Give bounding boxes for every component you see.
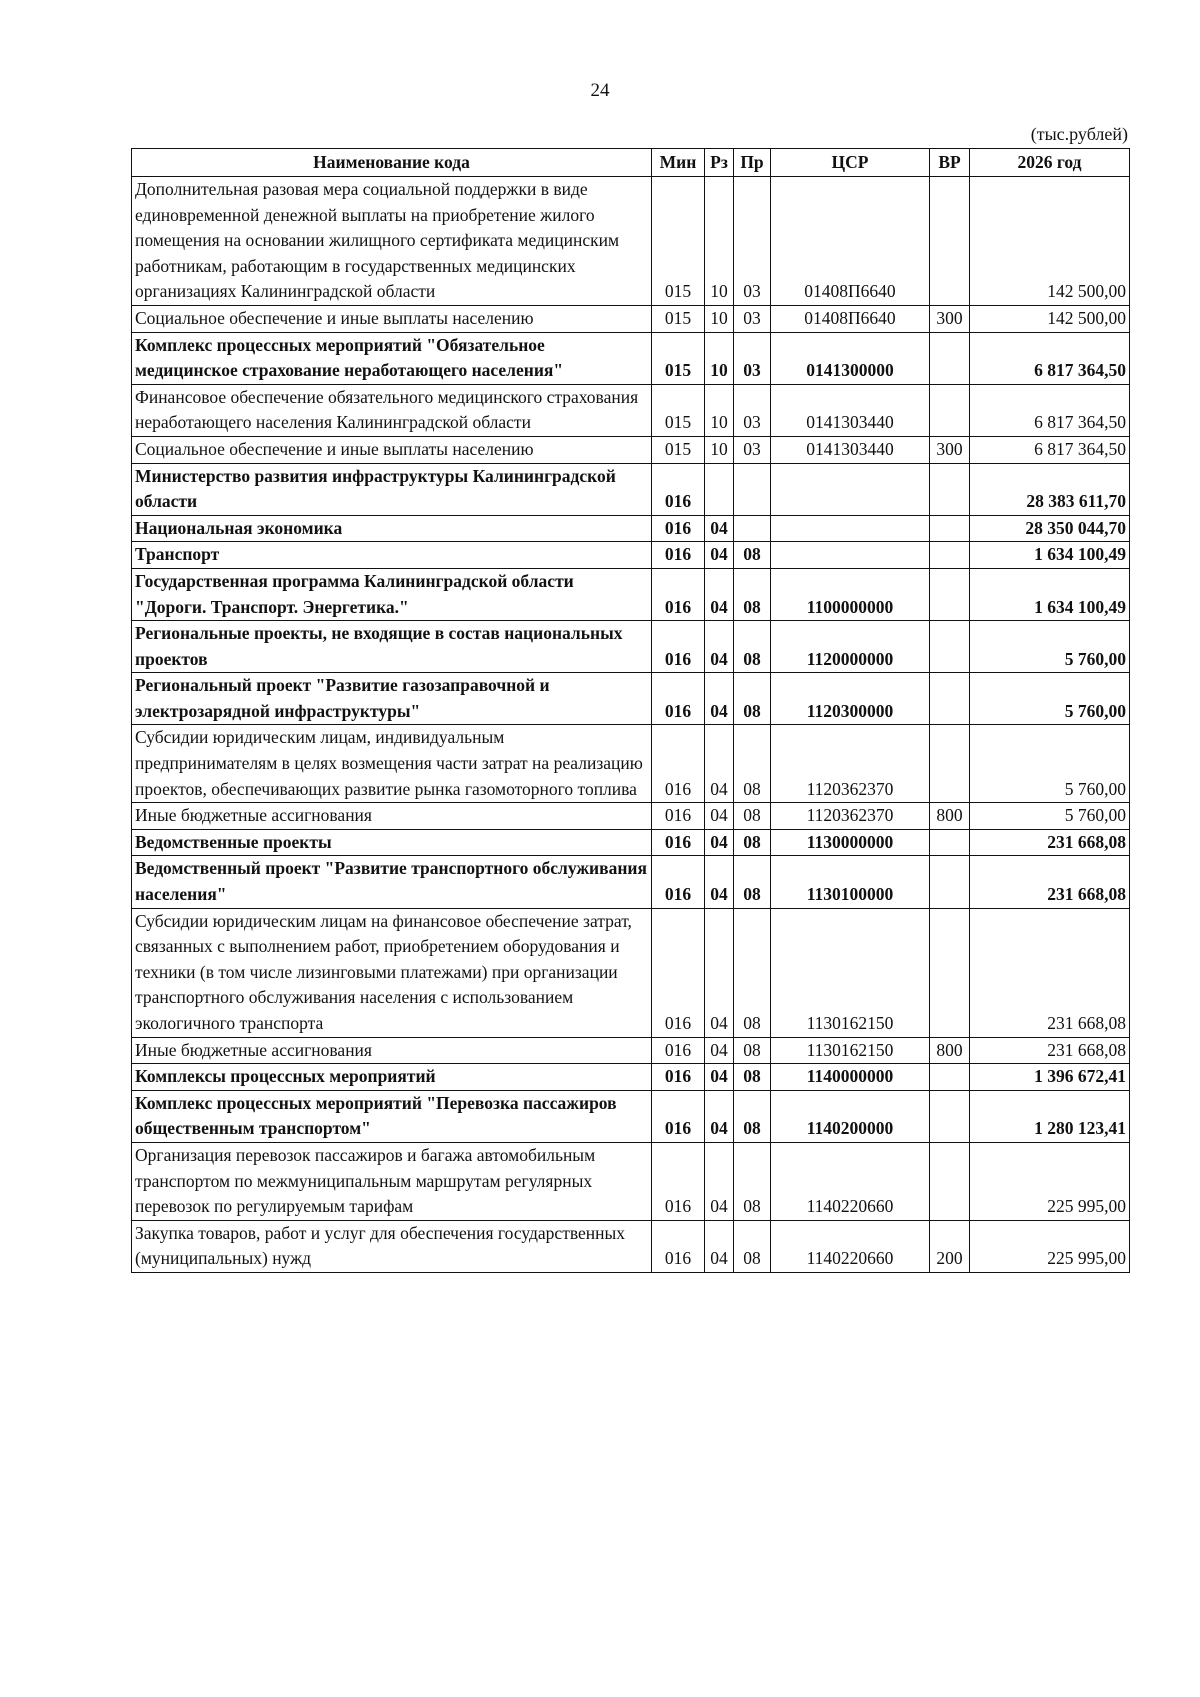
row-csr <box>771 542 930 569</box>
row-min: 015 <box>652 305 705 332</box>
header-rz: Рз <box>705 149 734 177</box>
row-csr: 0141303440 <box>771 436 930 463</box>
row-name: Социальное обеспечение и иные выплаты населению <box>132 305 652 332</box>
row-vr: 300 <box>930 436 970 463</box>
row-amount: 1 634 100,49 <box>970 568 1130 620</box>
row-name: Организация перевозок пассажиров и багажа автомобильным транспортом по межмуниципальным маршрутам регулярных перевозок по регулируемым тарифам <box>132 1142 652 1220</box>
row-rz: 04 <box>705 1090 734 1142</box>
row-vr <box>930 829 970 856</box>
row-name: Комплексы процессных мероприятий <box>132 1064 652 1091</box>
row-rz: 04 <box>705 1064 734 1091</box>
row-name: Транспорт <box>132 542 652 569</box>
table-row <box>132 436 1130 463</box>
row-pr: 08 <box>734 803 771 830</box>
row-min: 016 <box>652 568 705 620</box>
row-amount: 1 396 672,41 <box>970 1064 1130 1091</box>
table-row <box>132 542 1130 569</box>
row-amount: 6 817 364,50 <box>970 436 1130 463</box>
row-min: 016 <box>652 1064 705 1091</box>
table-row <box>132 725 1130 803</box>
row-rz: 10 <box>705 384 734 436</box>
row-vr: 200 <box>930 1220 970 1272</box>
row-pr: 08 <box>734 621 771 673</box>
row-name: Национальная экономика <box>132 515 652 542</box>
row-csr: 01408П6640 <box>771 177 930 306</box>
table-header-row <box>132 149 1130 177</box>
row-rz: 04 <box>705 1037 734 1064</box>
row-csr <box>771 515 930 542</box>
row-csr: 1130000000 <box>771 829 930 856</box>
row-amount: 231 668,08 <box>970 1037 1130 1064</box>
row-min: 016 <box>652 621 705 673</box>
row-rz: 04 <box>705 673 734 725</box>
row-rz: 04 <box>705 621 734 673</box>
row-vr <box>930 384 970 436</box>
row-pr: 08 <box>734 856 771 908</box>
row-pr: 08 <box>734 829 771 856</box>
row-rz: 10 <box>705 332 734 384</box>
row-amount: 1 634 100,49 <box>970 542 1130 569</box>
row-csr: 1120362370 <box>771 803 930 830</box>
row-min: 016 <box>652 542 705 569</box>
row-min: 016 <box>652 856 705 908</box>
row-min: 016 <box>652 725 705 803</box>
row-pr: 03 <box>734 436 771 463</box>
row-csr: 0141303440 <box>771 384 930 436</box>
table-row <box>132 673 1130 725</box>
table-row <box>132 515 1130 542</box>
row-amount: 142 500,00 <box>970 305 1130 332</box>
table-row <box>132 856 1130 908</box>
table-row <box>132 463 1130 515</box>
row-amount: 225 995,00 <box>970 1142 1130 1220</box>
table-row <box>132 332 1130 384</box>
row-pr: 03 <box>734 177 771 306</box>
row-name: Государственная программа Калининградской области "Дороги. Транспорт. Энергетика." <box>132 568 652 620</box>
row-name: Министерство развития инфраструктуры Калининградской области <box>132 463 652 515</box>
row-vr <box>930 177 970 306</box>
row-amount: 231 668,08 <box>970 829 1130 856</box>
row-csr: 1140000000 <box>771 1064 930 1091</box>
row-rz: 04 <box>705 1220 734 1272</box>
table-row <box>132 1142 1130 1220</box>
table-body <box>132 177 1130 1273</box>
row-rz: 04 <box>705 542 734 569</box>
row-vr <box>930 1064 970 1091</box>
row-amount: 5 760,00 <box>970 725 1130 803</box>
row-rz <box>705 463 734 515</box>
table-row <box>132 908 1130 1037</box>
row-pr: 03 <box>734 305 771 332</box>
units-label: (тыс.рублей) <box>1030 124 1128 144</box>
row-vr: 800 <box>930 1037 970 1064</box>
row-csr <box>771 463 930 515</box>
row-rz: 04 <box>705 515 734 542</box>
row-csr: 1130162150 <box>771 908 930 1037</box>
row-rz: 04 <box>705 829 734 856</box>
row-min: 015 <box>652 332 705 384</box>
row-name: Ведомственные проекты <box>132 829 652 856</box>
row-rz: 04 <box>705 725 734 803</box>
row-min: 016 <box>652 673 705 725</box>
row-name: Финансовое обеспечение обязательного медицинского страхования неработающего населения Калининградской области <box>132 384 652 436</box>
table-row <box>132 1064 1130 1091</box>
row-pr: 08 <box>734 1220 771 1272</box>
row-pr: 08 <box>734 1064 771 1091</box>
row-vr: 300 <box>930 305 970 332</box>
header-min: Мин <box>652 149 705 177</box>
row-csr: 1130100000 <box>771 856 930 908</box>
row-pr: 08 <box>734 568 771 620</box>
row-min: 016 <box>652 1037 705 1064</box>
row-csr: 1140220660 <box>771 1220 930 1272</box>
row-vr <box>930 908 970 1037</box>
table-row <box>132 384 1130 436</box>
row-min: 016 <box>652 908 705 1037</box>
row-amount: 225 995,00 <box>970 1220 1130 1272</box>
row-csr: 1140220660 <box>771 1142 930 1220</box>
row-rz: 04 <box>705 803 734 830</box>
row-amount: 6 817 364,50 <box>970 384 1130 436</box>
row-amount: 142 500,00 <box>970 177 1130 306</box>
row-pr: 08 <box>734 542 771 569</box>
row-csr: 0141300000 <box>771 332 930 384</box>
row-vr <box>930 856 970 908</box>
row-min: 016 <box>652 803 705 830</box>
row-name: Субсидии юридическим лицам на финансовое обеспечение затрат, связанных с выполнением работ, приобретением оборудования и техники (в том числе лизинговыми платежами) при организации транспортного обслуживания населения с использованием экологичного транспорта <box>132 908 652 1037</box>
row-name: Дополнительная разовая мера социальной поддержки в виде единовременной денежной выплаты на приобретение жилого помещения на основании жилищного сертификата медицинским работникам, работающим в государственных медицинских организациях Калининградской области <box>132 177 652 306</box>
row-vr <box>930 515 970 542</box>
header-name: Наименование кода <box>132 149 652 177</box>
table-row <box>132 177 1130 306</box>
row-min: 016 <box>652 1142 705 1220</box>
page-number: 24 <box>590 80 610 101</box>
row-name: Социальное обеспечение и иные выплаты населению <box>132 436 652 463</box>
row-csr: 01408П6640 <box>771 305 930 332</box>
row-amount: 5 760,00 <box>970 803 1130 830</box>
row-min: 016 <box>652 1220 705 1272</box>
table-row <box>132 1090 1130 1142</box>
row-amount: 231 668,08 <box>970 856 1130 908</box>
table-row <box>132 621 1130 673</box>
row-rz: 10 <box>705 436 734 463</box>
row-vr <box>930 1090 970 1142</box>
table-row <box>132 803 1130 830</box>
row-name: Иные бюджетные ассигнования <box>132 803 652 830</box>
table-row <box>132 305 1130 332</box>
row-csr: 1120000000 <box>771 621 930 673</box>
row-amount: 5 760,00 <box>970 621 1130 673</box>
row-vr <box>930 673 970 725</box>
table-row <box>132 1220 1130 1272</box>
row-vr <box>930 332 970 384</box>
row-rz: 04 <box>705 1142 734 1220</box>
row-pr: 08 <box>734 1037 771 1064</box>
row-min: 016 <box>652 1090 705 1142</box>
row-pr: 08 <box>734 673 771 725</box>
row-name: Иные бюджетные ассигнования <box>132 1037 652 1064</box>
row-csr: 1140200000 <box>771 1090 930 1142</box>
row-name: Региональные проекты, не входящие в состав национальных проектов <box>132 621 652 673</box>
budget-table <box>131 148 1130 1273</box>
row-amount: 6 817 364,50 <box>970 332 1130 384</box>
row-rz: 04 <box>705 568 734 620</box>
row-vr <box>930 463 970 515</box>
row-pr <box>734 515 771 542</box>
row-rz: 10 <box>705 305 734 332</box>
row-min: 016 <box>652 829 705 856</box>
header-year: 2026 год <box>970 149 1130 177</box>
row-min: 015 <box>652 436 705 463</box>
row-pr: 08 <box>734 1090 771 1142</box>
row-amount: 28 350 044,70 <box>970 515 1130 542</box>
row-csr: 1130162150 <box>771 1037 930 1064</box>
header-csr: ЦСР <box>771 149 930 177</box>
row-min: 016 <box>652 515 705 542</box>
row-pr: 03 <box>734 384 771 436</box>
row-min: 015 <box>652 384 705 436</box>
row-min: 016 <box>652 463 705 515</box>
table-row <box>132 1037 1130 1064</box>
row-name: Комплекс процессных мероприятий "Обязательное медицинское страхование неработающего населения" <box>132 332 652 384</box>
table-row <box>132 829 1130 856</box>
table-row <box>132 568 1130 620</box>
row-vr <box>930 621 970 673</box>
row-name: Закупка товаров, работ и услуг для обеспечения государственных (муниципальных) нужд <box>132 1220 652 1272</box>
row-rz: 04 <box>705 856 734 908</box>
row-pr <box>734 463 771 515</box>
row-amount: 28 383 611,70 <box>970 463 1130 515</box>
row-pr: 03 <box>734 332 771 384</box>
header-pr: Пр <box>734 149 771 177</box>
row-name: Субсидии юридическим лицам, индивидуальным предпринимателям в целях возмещения части затрат на реализацию проектов, обеспечивающих развитие рынка газомоторного топлива <box>132 725 652 803</box>
row-amount: 1 280 123,41 <box>970 1090 1130 1142</box>
row-name: Ведомственный проект "Развитие транспортного обслуживания населения" <box>132 856 652 908</box>
row-vr <box>930 725 970 803</box>
row-csr: 1120300000 <box>771 673 930 725</box>
row-vr <box>930 1142 970 1220</box>
row-min: 015 <box>652 177 705 306</box>
header-vr: ВР <box>930 149 970 177</box>
row-pr: 08 <box>734 908 771 1037</box>
row-amount: 5 760,00 <box>970 673 1130 725</box>
row-vr: 800 <box>930 803 970 830</box>
row-rz: 04 <box>705 908 734 1037</box>
row-pr: 08 <box>734 1142 771 1220</box>
row-vr <box>930 568 970 620</box>
row-name: Комплекс процессных мероприятий "Перевозка пассажиров общественным транспортом" <box>132 1090 652 1142</box>
row-csr: 1100000000 <box>771 568 930 620</box>
row-amount: 231 668,08 <box>970 908 1130 1037</box>
row-csr: 1120362370 <box>771 725 930 803</box>
row-vr <box>930 542 970 569</box>
row-name: Региональный проект "Развитие газозаправочной и электрозарядной инфраструктуры" <box>132 673 652 725</box>
row-pr: 08 <box>734 725 771 803</box>
row-rz: 10 <box>705 177 734 306</box>
